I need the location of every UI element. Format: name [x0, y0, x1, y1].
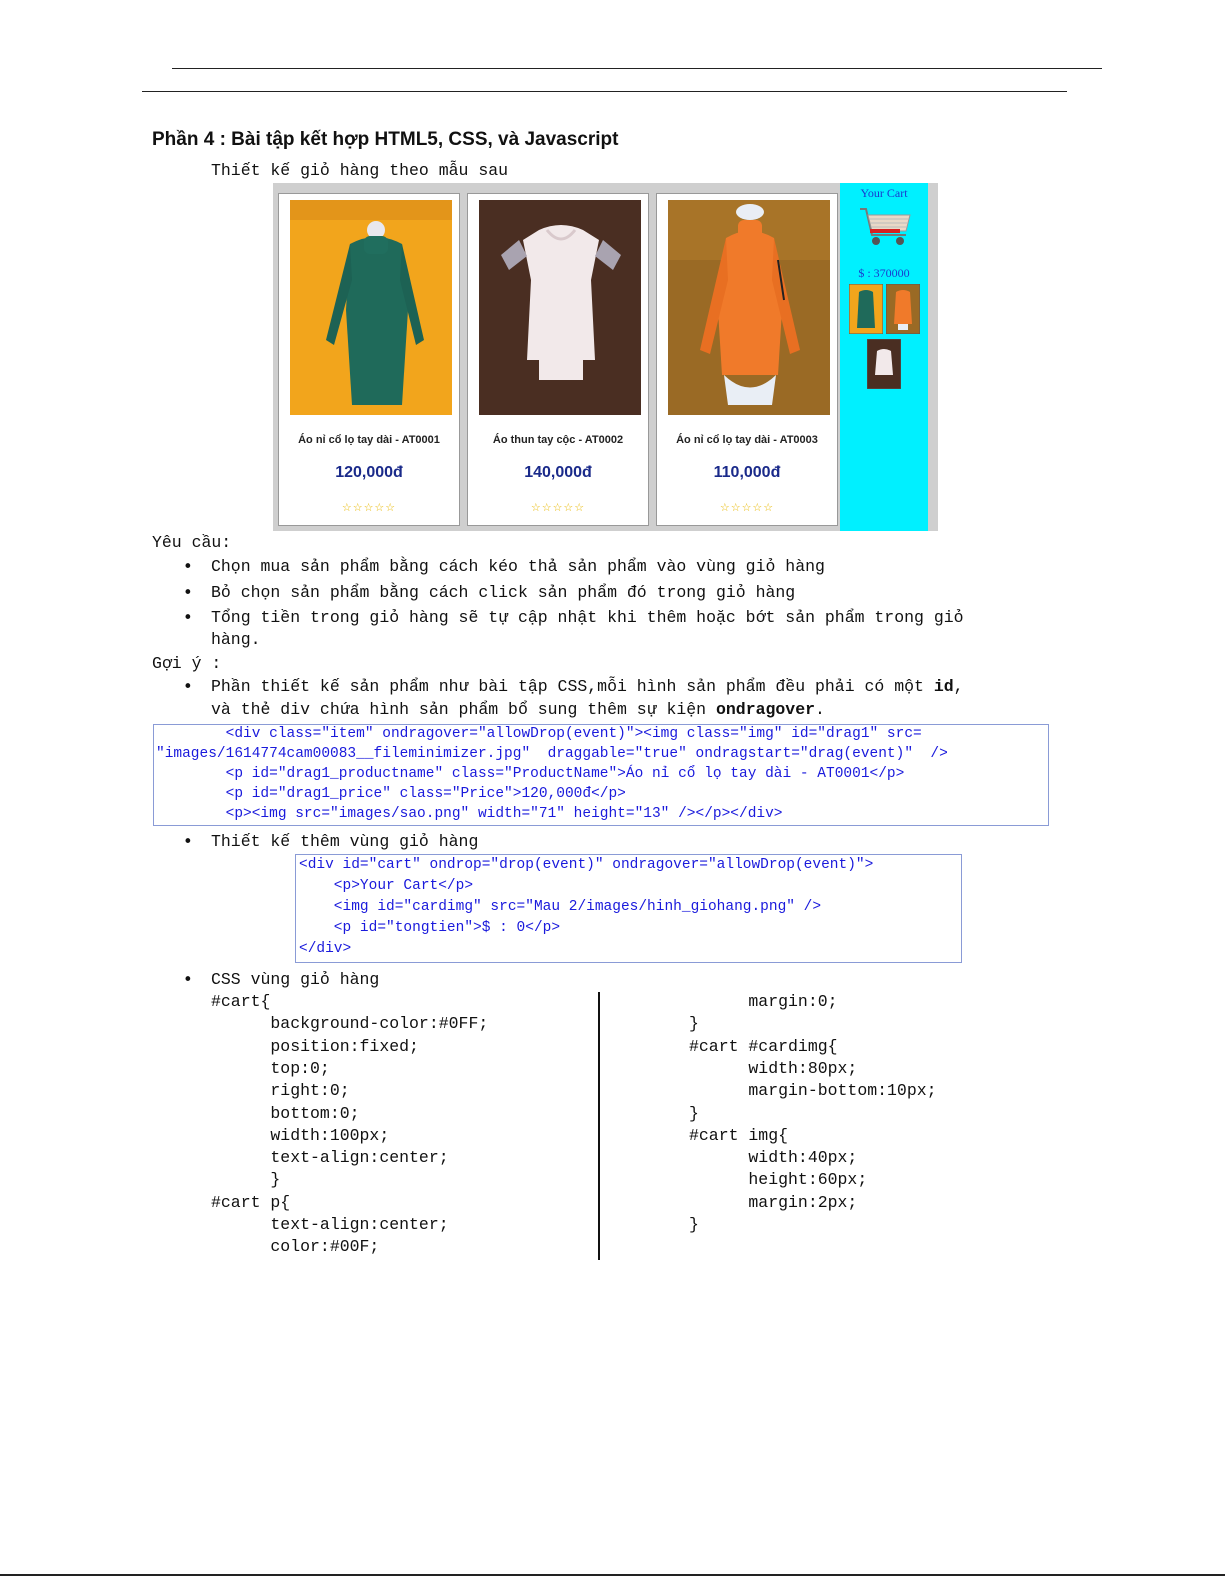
- column-divider: [598, 992, 600, 1260]
- code-line: <div id="cart" ondrop="drop(event)" ondragover="allowDrop(event)">: [299, 857, 874, 873]
- css-code-line: width:40px;: [689, 1148, 858, 1168]
- hint-item: • CSS vùng giỏ hàng: [211, 970, 379, 989]
- css-code-line: margin:0;: [689, 992, 838, 1011]
- product-card[interactable]: [278, 193, 460, 526]
- code-line: <p id="drag1_price" class="Price">120,000đ</p>: [156, 786, 626, 802]
- requirement-item: • Chọn mua sản phẩm bằng cách kéo thả sản phẩm vào vùng giỏ hàng: [211, 557, 825, 576]
- cart-total: $ : 370000: [858, 266, 910, 280]
- hint-text: và thẻ div chứa hình sản phẩm bổ sung thêm sự kiện: [211, 700, 716, 719]
- product-name: Áo nỉ cổ lọ tay dài - AT0003: [676, 434, 818, 446]
- css-code-line: text-align:center;: [211, 1215, 449, 1234]
- css-code-line: width:100px;: [211, 1125, 390, 1145]
- code-line: <p id="tongtien">$ : 0</p>: [299, 920, 561, 936]
- css-code-line: #cart img{: [689, 1125, 789, 1145]
- css-code-line: }: [689, 1014, 699, 1034]
- code-line: <p>Your Cart</p>: [299, 878, 474, 894]
- css-code-line: background-color:#0FF;: [211, 1014, 489, 1034]
- requirement-item: • Bỏ chọn sản phẩm bằng cách click sản phẩm đó trong giỏ hàng: [211, 583, 795, 602]
- code-line: <p id="drag1_productname" class="ProductName">Áo nỉ cổ lọ tay dài - AT0001</p>: [156, 766, 905, 782]
- footer-rule: [0, 1574, 1225, 1576]
- code-block-product: [153, 724, 1049, 826]
- requirements-heading: Yêu cầu:: [152, 533, 232, 552]
- cart-thumb-green-sweater[interactable]: [849, 284, 883, 334]
- product-photo-white-top[interactable]: [479, 200, 641, 415]
- header-rule-bottom: [142, 91, 1067, 92]
- code-line: <p><img src="images/sao.png" width="71" height="13" /></p></div>: [156, 806, 783, 822]
- css-code-line: top:0;: [211, 1058, 330, 1078]
- hint-item: [211, 677, 964, 696]
- cart-thumb-orange-sweater[interactable]: [886, 284, 920, 334]
- cart-thumb-white-top[interactable]: [867, 339, 901, 389]
- product-name: Áo nỉ cổ lọ tay dài - AT0001: [298, 434, 440, 446]
- hint-bold: id: [933, 677, 954, 696]
- hint-text: .: [815, 700, 825, 719]
- css-code-line: right:0;: [211, 1081, 350, 1101]
- css-code-line: #cart{: [211, 992, 271, 1011]
- shop-figure: [273, 183, 938, 531]
- requirement-item: • Tổng tiền trong giỏ hàng sẽ tự cập nhật khi thêm hoặc bớt sản phẩm trong giỏ: [211, 608, 964, 627]
- css-code-line: }: [689, 1215, 699, 1234]
- product-price: 110,000đ: [713, 464, 781, 481]
- rating-stars: ☆☆☆☆☆: [719, 501, 775, 514]
- code-line: <img id="cardimg" src="Mau 2/images/hinh_giohang.png" />: [299, 899, 822, 915]
- hint-text: ,: [953, 677, 964, 696]
- product-card[interactable]: [467, 193, 649, 526]
- code-line: <div class="item" ondragover="allowDrop(event)"><img class="img" id="drag1" src=: [156, 726, 922, 742]
- rating-stars: ☆☆☆☆☆: [530, 501, 586, 514]
- cart-title: Your Cart: [860, 186, 908, 200]
- product-card[interactable]: [656, 193, 838, 526]
- hint-item: • Thiết kế thêm vùng giỏ hàng: [211, 832, 478, 851]
- css-code-line: #cart p{: [211, 1192, 291, 1212]
- css-code-line: color:#00F;: [211, 1237, 380, 1257]
- product-name: Áo thun tay cộc - AT0002: [492, 434, 624, 446]
- header-rule-top: [172, 68, 1102, 69]
- cart-dropzone[interactable]: [840, 183, 928, 531]
- shopping-cart-icon: [856, 205, 914, 249]
- css-code-line: height:60px;: [689, 1170, 868, 1190]
- product-photo-orange-sweater[interactable]: [668, 200, 830, 415]
- code-line: </div>: [299, 941, 352, 957]
- hint-item-continued: [211, 700, 825, 719]
- code-line: "images/1614774cam00083__fileminimizer.jpg" draggable="true" ondragstart="drag(event)" />: [156, 746, 948, 762]
- product-price: 140,000đ: [524, 464, 592, 481]
- product-photo-green-sweater[interactable]: [290, 200, 452, 415]
- css-code-line: margin:2px;: [689, 1192, 858, 1212]
- code-block-cart: [295, 854, 962, 963]
- section-title: Phần 4 : Bài tập kết hợp HTML5, CSS, và Javascript: [152, 129, 619, 150]
- css-code-line: }: [689, 1103, 699, 1123]
- requirement-item-continued: hàng.: [211, 630, 261, 649]
- css-code-line: bottom:0;: [211, 1103, 360, 1123]
- intro-text: Thiết kế giỏ hàng theo mẫu sau: [211, 161, 509, 180]
- hint-text: Phần thiết kế sản phẩm như bài tập CSS,mỗi hình sản phẩm đều phải có một: [211, 677, 934, 696]
- hint-bold: ondragover: [715, 700, 816, 719]
- css-code-line: margin-bottom:10px;: [689, 1081, 937, 1101]
- css-code-line: text-align:center;: [211, 1148, 449, 1168]
- css-code-line: position:fixed;: [211, 1036, 419, 1056]
- hints-heading: Gợi ý :: [152, 654, 222, 673]
- css-code-line: #cart #cardimg{: [689, 1036, 838, 1056]
- product-price: 120,000đ: [335, 464, 403, 481]
- css-code-line: }: [211, 1170, 281, 1190]
- css-code-line: width:80px;: [689, 1058, 858, 1078]
- rating-stars: ☆☆☆☆☆: [341, 501, 397, 514]
